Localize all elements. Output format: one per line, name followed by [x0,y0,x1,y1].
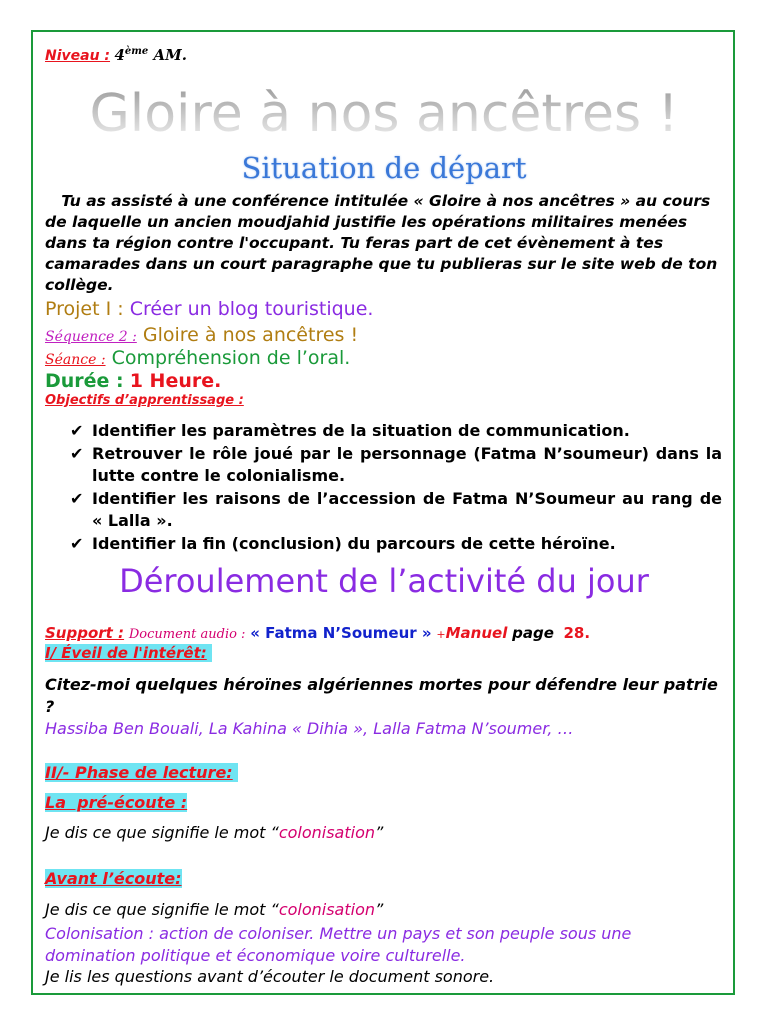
answer-text: Hassiba Ben Bouali, La Kahina « Dihia », Lalla Fatma N’soumer, … [45,719,574,738]
objectives-list [70,420,722,555]
sequence-line [45,324,358,346]
page-number: 28. [563,624,591,642]
duree-line [45,370,221,392]
list-item: ✔ Retrouver le rôle joué par le personnage (Fatma N’soumeur) dans la lutte contre le colonialisme. [70,443,722,485]
instruction-line: Je dis ce que signifie le mot “colonisation” [45,823,384,842]
projet-label: Projet I : [45,298,124,320]
pre-ecoute-heading: La pré-écoute : [45,793,188,812]
support-doc-label: Document audio : [128,627,246,642]
seance-value: Compréhension de l’oral. [111,347,351,369]
page-label: page [512,624,554,642]
list-item: ✔ Identifier les raisons de l’accession de Fatma N’Soumeur au rang de « Lalla ». [70,488,722,530]
manuel-label: Manuel [445,624,508,642]
instruction-line: Je dis ce que signifie le mot “colonisation” [45,900,384,919]
check-icon: ✔ [70,421,84,440]
check-icon: ✔ [70,533,84,553]
level-label: Niveau : [45,48,111,64]
duree-label: Durée : [45,370,124,392]
avant-ecoute-heading: Avant l’écoute: [45,869,182,888]
duree-value: 1 Heure. [129,370,222,392]
objectifs-label: Objectifs d’apprentissage : [45,393,244,408]
seance-label: Séance : [45,352,106,368]
plus-sign: + [436,628,446,641]
support-label: Support : [45,624,125,642]
phase-heading: II/- Phase de lecture: [45,763,238,782]
check-icon: ✔ [70,488,84,508]
list-item: ✔ Identifier les paramètres de la situation de communication. [70,420,722,443]
support-line [45,624,590,642]
page-title: Gloire à nos ancêtres ! [0,84,768,144]
sequence-value: Gloire à nos ancêtres ! [142,324,359,346]
projet-line [45,298,373,320]
definition-text: Colonisation : action de coloniser. Mettre un pays et son peuple sous une domination politique et économique voire culturelle. [45,924,632,965]
intro-paragraph: Tu as assisté à une conférence intitulée « Gloire à nos ancêtres » au cours de laquelle un ancien moudjahid justifie les opérations militaires menées dans ta région contre l'occupant. Tu feras part de cet évènement à tes camarades dans un court paragraphe que tu publieras sur le site web de ton collège. [45,192,718,294]
instruction-line: Je lis les questions avant d’écouter le document sonore. [45,967,495,986]
projet-value: Créer un blog touristique. [129,298,374,320]
level-line [45,46,187,64]
page-subtitle: Situation de départ [241,151,527,185]
sequence-label: Séquence 2 : [45,329,137,345]
support-doc-title: « Fatma N’Soumeur » [250,624,432,642]
check-icon: ✔ [70,443,84,463]
eveil-heading: I/ Éveil de l'intérêt: [45,644,212,662]
list-item: ✔ Identifier la fin (conclusion) du parcours de cette héroïne. [70,533,722,556]
section-heading: Déroulement de l’activité du jour [119,562,649,600]
objectifs-heading [45,393,244,408]
seance-line [45,347,350,369]
level-value: 4ème AM. [114,46,187,64]
question-text: Citez-moi quelques héroïnes algériennes mortes pour défendre leur patrie ? [45,675,718,716]
